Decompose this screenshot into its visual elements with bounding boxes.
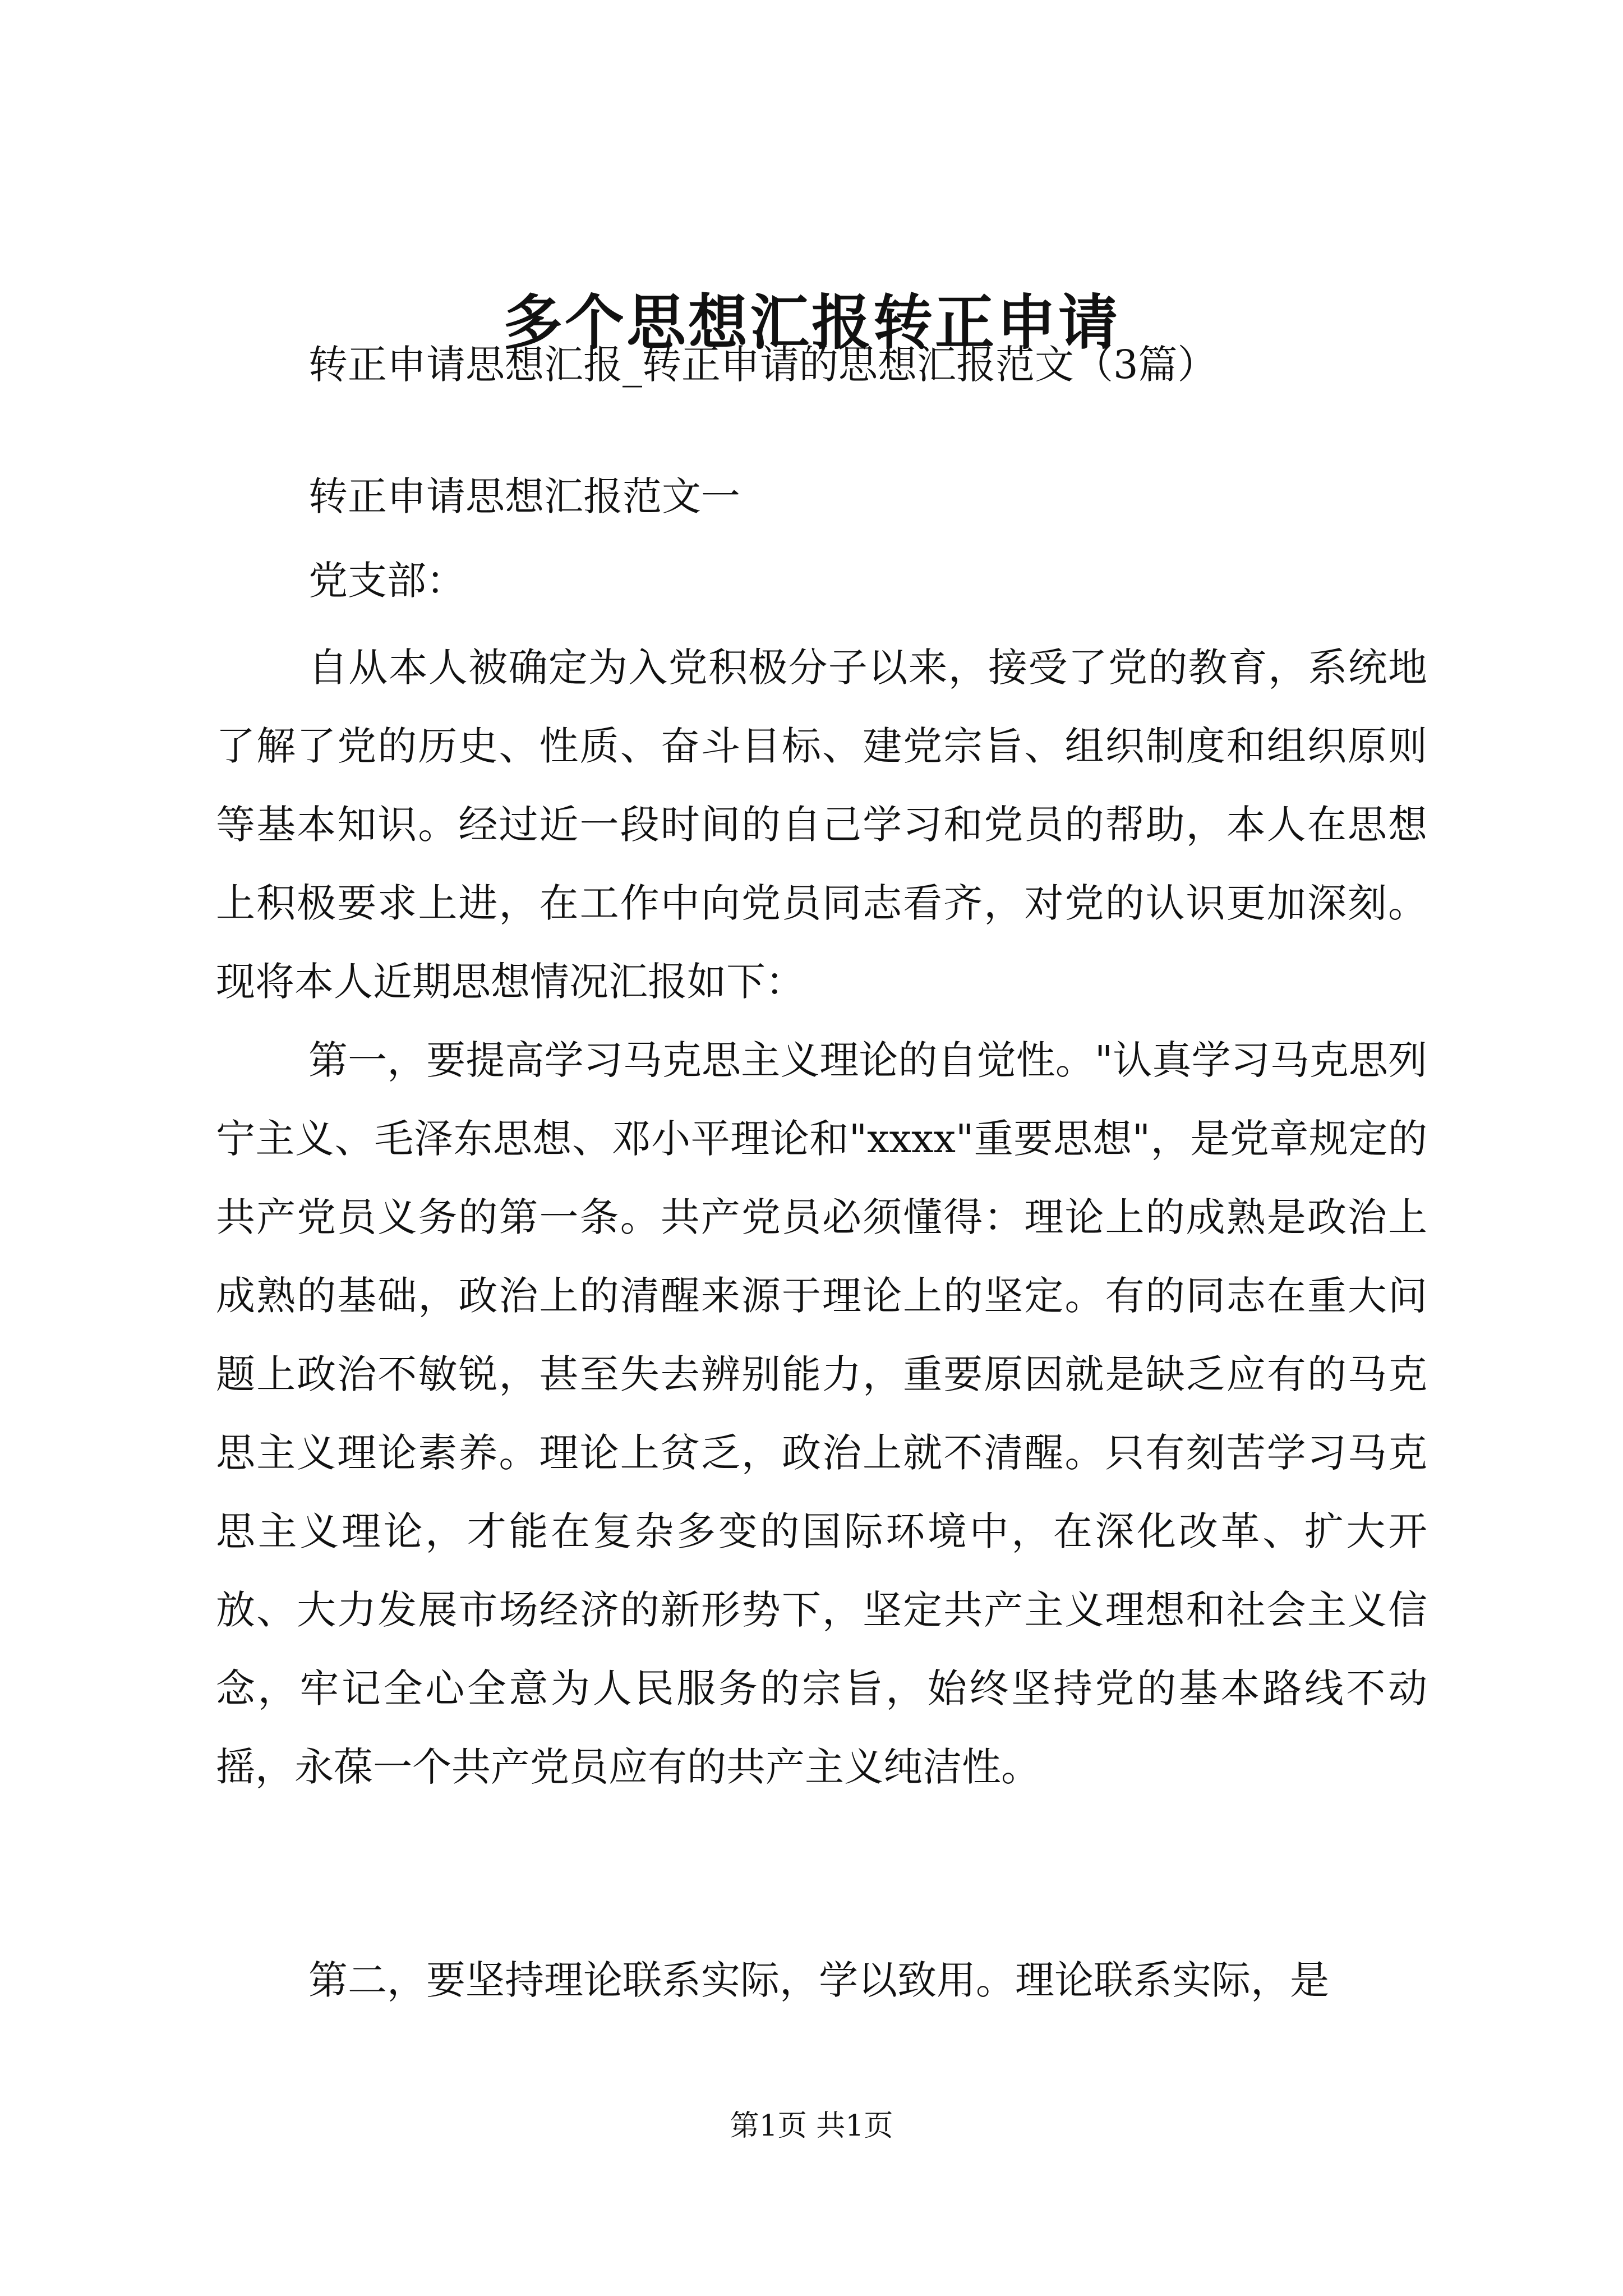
- document-title: 多个思想汇报转正申请: [503, 287, 1120, 357]
- document-subtitle: 转正申请思想汇报_转正申请的思想汇报范文（3篇）: [308, 342, 1217, 388]
- salutation: 党支部：: [308, 558, 465, 604]
- section-heading: 转正申请思想汇报范文一: [308, 473, 740, 519]
- paragraph-intro: 自从本人被确定为入党积极分子以来，接受了党的教育，系统地了解了党的历史、性质、奋斗目标、建党宗旨、组织制度和组织原则等基本知识。经过近一段时间的自己学习和党员的帮助，本人在思想上积极要求上进，在工作中向党员同志看齐，对党的认识更加深刻。现将本人近期思想情况汇报如下：: [216, 645, 1427, 1005]
- paragraph-second-point: 第二，要坚持理论联系实际，学以致用。理论联系实际，是: [308, 1957, 1329, 2003]
- paragraph-first-point: 第一，要提高学习马克思主义理论的自觉性。"认真学习马克思列宁主义、毛泽东思想、邓小平理论和"xxxx"重要思想"，是党章规定的共产党员义务的第一条。共产党员必须懂得：理论上的成熟是政治上成熟的基础，政治上的清醒来源于理论上的坚定。有的同志在重大问题上政治不敏锐，甚至失去辨别能力，重要原因就是缺乏应有的马克思主义理论素养。理论上贫乏，政治上就不清醒。只有刻苦学习马克思主义理论，才能在复杂多变的国际环境中，在深化改革、扩大开放、大力发展市场经济的新形势下，坚定共产主义理想和社会主义信念，牢记全心全意为人民服务的宗旨，始终坚持党的基本路线不动摇，永葆一个共产党员应有的共产主义纯洁性。: [216, 1037, 1427, 1790]
- page-number-footer: 第1页 共1页: [730, 2109, 893, 2143]
